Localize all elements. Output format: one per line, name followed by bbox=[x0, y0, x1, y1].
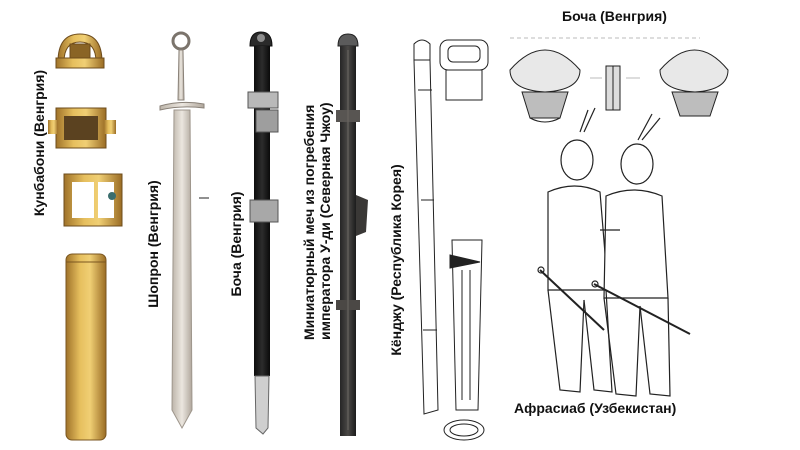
kyongju-sword-drawing bbox=[414, 40, 488, 440]
label-miniature-line2: императора У-ди (Северная Чжоу) bbox=[317, 102, 333, 340]
label-sopron: Шопрон (Венгрия) bbox=[145, 180, 161, 308]
label-kunbabony: Кунбабони (Венгрия) bbox=[31, 69, 47, 217]
miniature-sword bbox=[336, 34, 368, 436]
label-bocha-top: Боча (Венгрия) bbox=[562, 8, 667, 24]
bocha-fittings-drawing bbox=[510, 38, 728, 122]
label-afrasiab: Афрасиаб (Узбекистан) bbox=[514, 400, 677, 416]
label-kyongju: Кёнджу (Республика Корея) bbox=[388, 164, 404, 356]
bocha-sword bbox=[248, 32, 278, 434]
afrasiab-figures-drawing bbox=[538, 108, 690, 396]
kunbabony-fittings bbox=[48, 34, 122, 440]
sopron-sword bbox=[160, 33, 209, 428]
label-miniature-sword bbox=[301, 102, 335, 340]
label-bocha-sword: Боча (Венгрия) bbox=[228, 191, 244, 297]
label-miniature-line1: Миниатюрный меч из погребения bbox=[301, 104, 317, 340]
